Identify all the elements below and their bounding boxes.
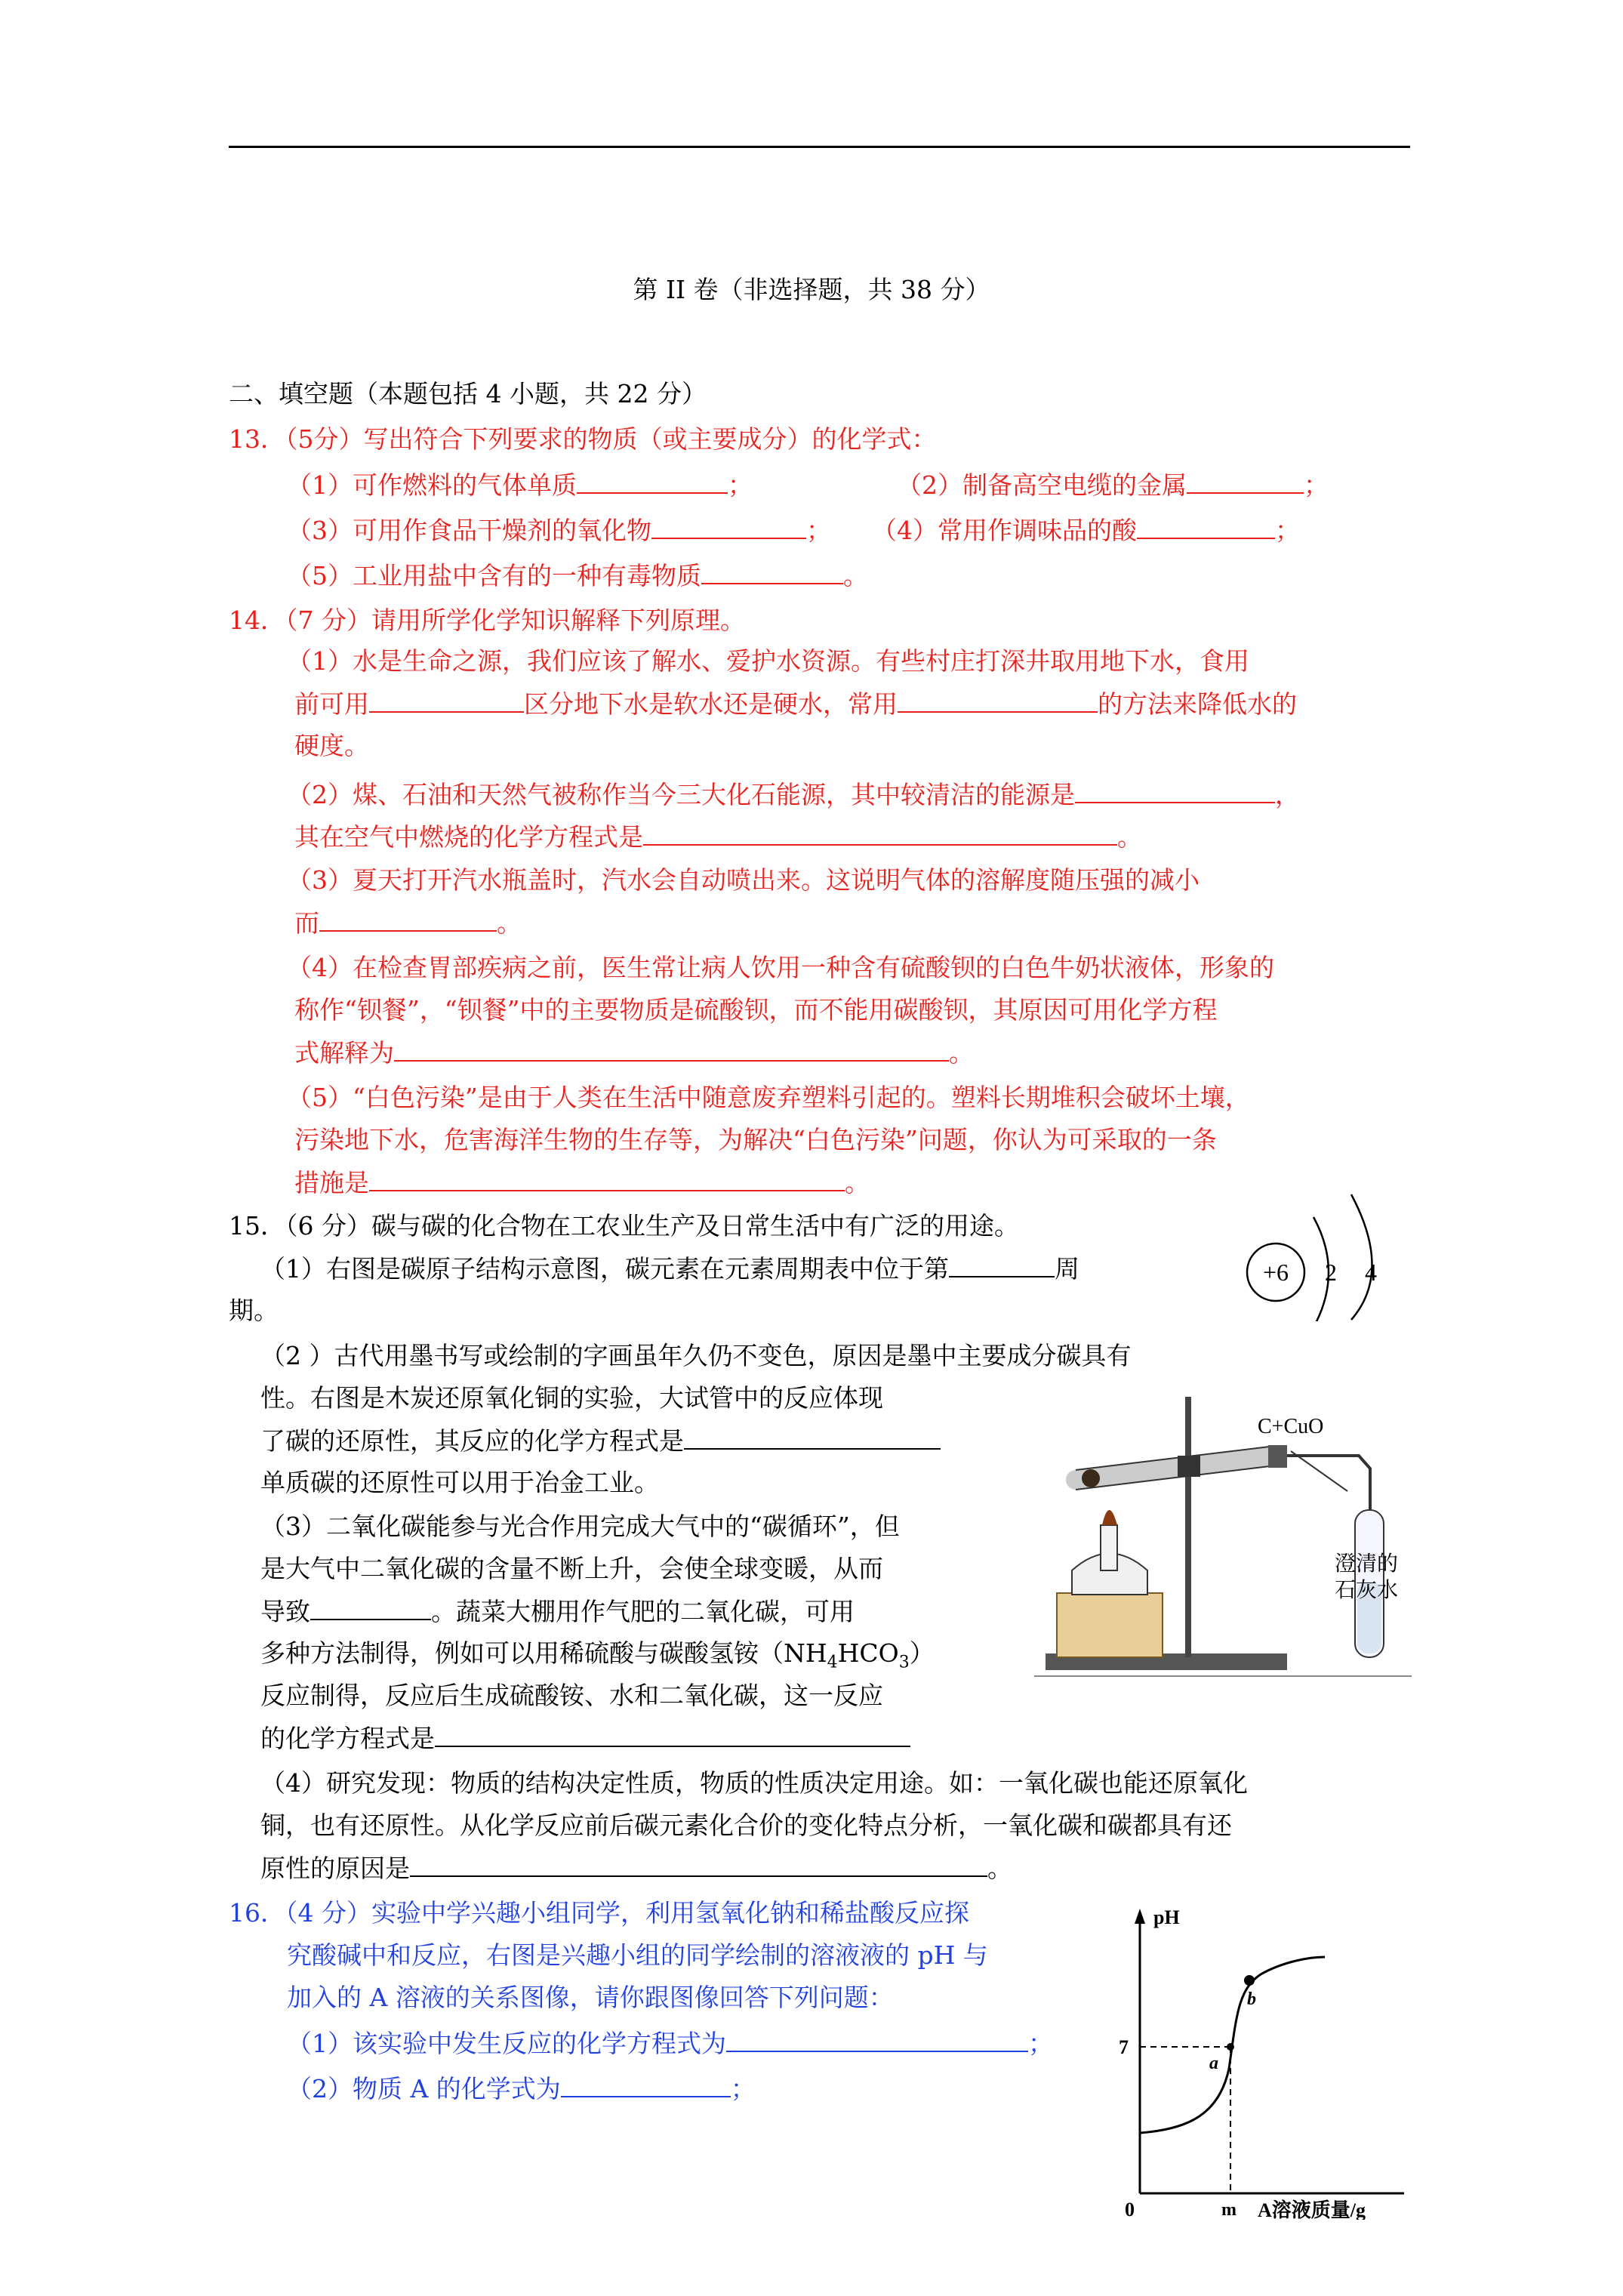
label-limewater-1: 澄清的 bbox=[1335, 1552, 1399, 1576]
q15-p1-line2: 期。 bbox=[229, 1296, 279, 1325]
point-b-label: b bbox=[1247, 1989, 1256, 2009]
q13-item-4: （4）常用作调味品的酸 ； bbox=[872, 516, 1300, 545]
wood-block bbox=[1057, 1593, 1163, 1657]
q15-p1-line1: （1）右图是碳原子结构示意图，碳元素在元素周期表中位于第 周 bbox=[260, 1254, 1079, 1284]
q16-item-1: （1）该实验中发生反应的化学方程式为 ； bbox=[287, 2029, 1053, 2058]
clamp bbox=[1178, 1456, 1200, 1477]
q15-blank-2[interactable] bbox=[684, 1425, 941, 1450]
q13-blank-1[interactable] bbox=[577, 470, 728, 494]
q15-blank-3[interactable] bbox=[310, 1596, 431, 1620]
q15-p4-line2: 铜，也有还原性。从化学反应前后碳元素化合价的变化特点分析，一氧化碳和碳都具有还 bbox=[260, 1811, 1232, 1840]
q15-p2-line4: 单质碳的还原性可以用于冶金工业。 bbox=[260, 1468, 659, 1497]
q14-blank-3[interactable] bbox=[1075, 779, 1275, 803]
q15-blank-4[interactable] bbox=[435, 1723, 910, 1747]
ph-graph bbox=[1110, 1903, 1502, 2220]
section-heading: 二、填空题（本题包括 4 小题，共 22 分） bbox=[229, 379, 707, 408]
q15-p3-line3: 导致 。蔬菜大棚用作气肥的二氧化碳，可用 bbox=[260, 1597, 855, 1626]
q15-p2-line1: （2 ）古代用墨书写或绘制的字画虽年久仍不变色，原因是墨中主要成分碳具有 bbox=[260, 1341, 1132, 1370]
point-a bbox=[1227, 2043, 1234, 2051]
y-axis-label: pH bbox=[1153, 1906, 1180, 1928]
point-a-label: a bbox=[1209, 2054, 1218, 2073]
q16-stem-line3: 加入的 A 溶液的关系图像，请你跟图像回答下列问题： bbox=[287, 1983, 894, 2012]
q14-blank-5[interactable] bbox=[319, 908, 497, 932]
q16-item-2: （2）物质 A 的化学式为 ； bbox=[287, 2074, 756, 2103]
q16-stem-line2: 究酸碱中和反应，右图是兴趣小组的同学绘制的溶液液的 pH 与 bbox=[287, 1940, 988, 1970]
x-axis-label: A溶液质量/g bbox=[1258, 2199, 1366, 2220]
electron-shell-2 bbox=[1351, 1194, 1372, 1320]
q13-blank-3[interactable] bbox=[651, 515, 806, 539]
q15-p2-line3: 了碳的还原性，其反应的化学方程式是 bbox=[260, 1425, 941, 1456]
q14-blank-7[interactable] bbox=[369, 1167, 845, 1191]
q14-p2-line1: （2）煤、石油和天然气被称作当今三大化石能源，其中较清洁的能源是 ， bbox=[287, 780, 1300, 809]
q14-p3-line1: （3）夏天打开汽水瓶盖时，汽水会自动喷出来。这说明气体的溶解度随压强的减小 bbox=[287, 865, 1200, 895]
q14-p4-line1: （4）在检查胃部疾病之前，医生常让病人饮用一种含有硫酸钡的白色牛奶状液体，形象的 bbox=[287, 953, 1274, 982]
q13-blank-5[interactable] bbox=[701, 560, 843, 584]
reactant-mixture bbox=[1082, 1469, 1100, 1487]
point-b bbox=[1244, 1975, 1255, 1986]
q14-p1-line3: 硬度。 bbox=[294, 731, 369, 760]
q14-blank-4[interactable] bbox=[643, 821, 1117, 846]
q13-blank-2[interactable] bbox=[1187, 470, 1304, 494]
q15-p4-line3: 原性的原因是 。 bbox=[260, 1854, 1012, 1883]
carbon-atom-diagram bbox=[1230, 1193, 1404, 1321]
q15-p3-line1: （3）二氧化碳能参与光合作用完成大气中的“碳循环”，但 bbox=[260, 1512, 900, 1541]
charcoal-reduction-apparatus bbox=[1034, 1397, 1412, 1684]
q15-p3-line2: 是大气中二氧化碳的含量不断上升，会使全球变暖，从而 bbox=[260, 1554, 883, 1583]
q15-blank-5[interactable] bbox=[410, 1853, 987, 1877]
q14-p5-line3: 措施是 。 bbox=[294, 1168, 870, 1197]
nucleus-charge: +6 bbox=[1262, 1259, 1289, 1286]
q14-p3-line2: 而 。 bbox=[294, 908, 522, 938]
header-rule bbox=[229, 146, 1410, 148]
q15-blank-1[interactable] bbox=[949, 1253, 1055, 1277]
q15-p2-line2: 性。右图是木炭还原氧化铜的实验，大试管中的反应体现 bbox=[260, 1383, 883, 1413]
q14-p5-line1: （5）“白色污染”是由于人类在生活中随意废弃塑料引起的。塑料长期堆积会破坏土壤， bbox=[287, 1083, 1250, 1112]
q13-item-3: （3）可用作食品干燥剂的氧化物 ； bbox=[287, 516, 831, 545]
x-tick-m: m bbox=[1221, 2200, 1236, 2220]
q14-p2-line2: 其在空气中燃烧的化学方程式是 。 bbox=[294, 822, 1142, 852]
q14-p4-line3: 式解释为 。 bbox=[294, 1038, 974, 1068]
stopper bbox=[1268, 1445, 1287, 1468]
q16-blank-1[interactable] bbox=[726, 2028, 1028, 2052]
q15-p3-line5: 反应制得，反应后生成硫酸铵、水和二氧化碳，这一反应 bbox=[260, 1681, 883, 1710]
q14-p1-line2: 前可用 区分地下水是软水还是硬水，常用 的方法来降低水的 bbox=[294, 689, 1297, 719]
q16-stem-line1: 16．（4 分）实验中学兴趣小组同学，利用氢氧化钠和稀盐酸反应探 bbox=[229, 1898, 969, 1928]
q14-blank-6[interactable] bbox=[394, 1037, 949, 1062]
q14-p1-line1: （1）水是生命之源，我们应该了解水、爱护水资源。有些村庄打深井取用地下水，食用 bbox=[287, 646, 1249, 676]
shell-1-count: 2 bbox=[1325, 1259, 1337, 1286]
q15-p4-line1: （4）研究发现：物质的结构决定性质，物质的性质决定用途。如：一氧化碳也能还原氧化 bbox=[260, 1768, 1248, 1798]
origin-label: 0 bbox=[1125, 2199, 1135, 2220]
stand-rod bbox=[1185, 1397, 1191, 1657]
q14-p5-line2: 污染地下水，危害海洋生物的生存等，为解决“白色污染”问题，你认为可采取的一条 bbox=[294, 1125, 1217, 1154]
page-title: 第 II 卷（非选择题，共 38 分） bbox=[633, 275, 990, 304]
q13-blank-4[interactable] bbox=[1137, 515, 1275, 539]
q15-p3-line4: 多种方法制得，例如可以用稀硫酸与碳酸氢铵$(NH_4HCO_3)$ bbox=[260, 1638, 935, 1672]
q14-blank-1[interactable] bbox=[369, 689, 524, 713]
q14-blank-2[interactable] bbox=[898, 689, 1098, 713]
q13-item-2: （2）制备高空电缆的金属 ； bbox=[897, 470, 1329, 500]
q13-item-1: （1）可作燃料的气体单质 ； bbox=[287, 470, 753, 500]
q13-item-5: （5）工业用盐中含有的一种有毒物质 。 bbox=[287, 561, 868, 590]
q14-stem: 14．（7 分）请用所学化学知识解释下列原理。 bbox=[229, 606, 745, 635]
shell-2-count: 4 bbox=[1365, 1259, 1377, 1286]
label-c-cuo: C+CuO bbox=[1258, 1415, 1324, 1438]
lamp-flame bbox=[1102, 1510, 1117, 1525]
q15-p3-line6: 的化学方程式是 bbox=[260, 1723, 910, 1754]
q16-blank-2[interactable] bbox=[561, 2073, 731, 2097]
label-limewater-2: 石灰水 bbox=[1335, 1579, 1399, 1602]
y-axis-arrow bbox=[1135, 1909, 1145, 1924]
q15-stem: 15．（6 分）碳与碳的化合物在工农业生产及日常生活中有广泛的用途。 bbox=[229, 1211, 1019, 1240]
q14-p4-line2: 称作“钡餐”，“钡餐”中的主要物质是硫酸钡，而不能用碳酸钡，其原因可用化学方程 bbox=[294, 995, 1218, 1025]
test-tube bbox=[1076, 1456, 1276, 1480]
y-tick-7: 7 bbox=[1119, 2036, 1129, 2058]
lamp-neck bbox=[1101, 1525, 1117, 1570]
q13-stem: 13．（5分）写出符合下列要求的物质（或主要成分）的化学式： bbox=[229, 424, 937, 454]
